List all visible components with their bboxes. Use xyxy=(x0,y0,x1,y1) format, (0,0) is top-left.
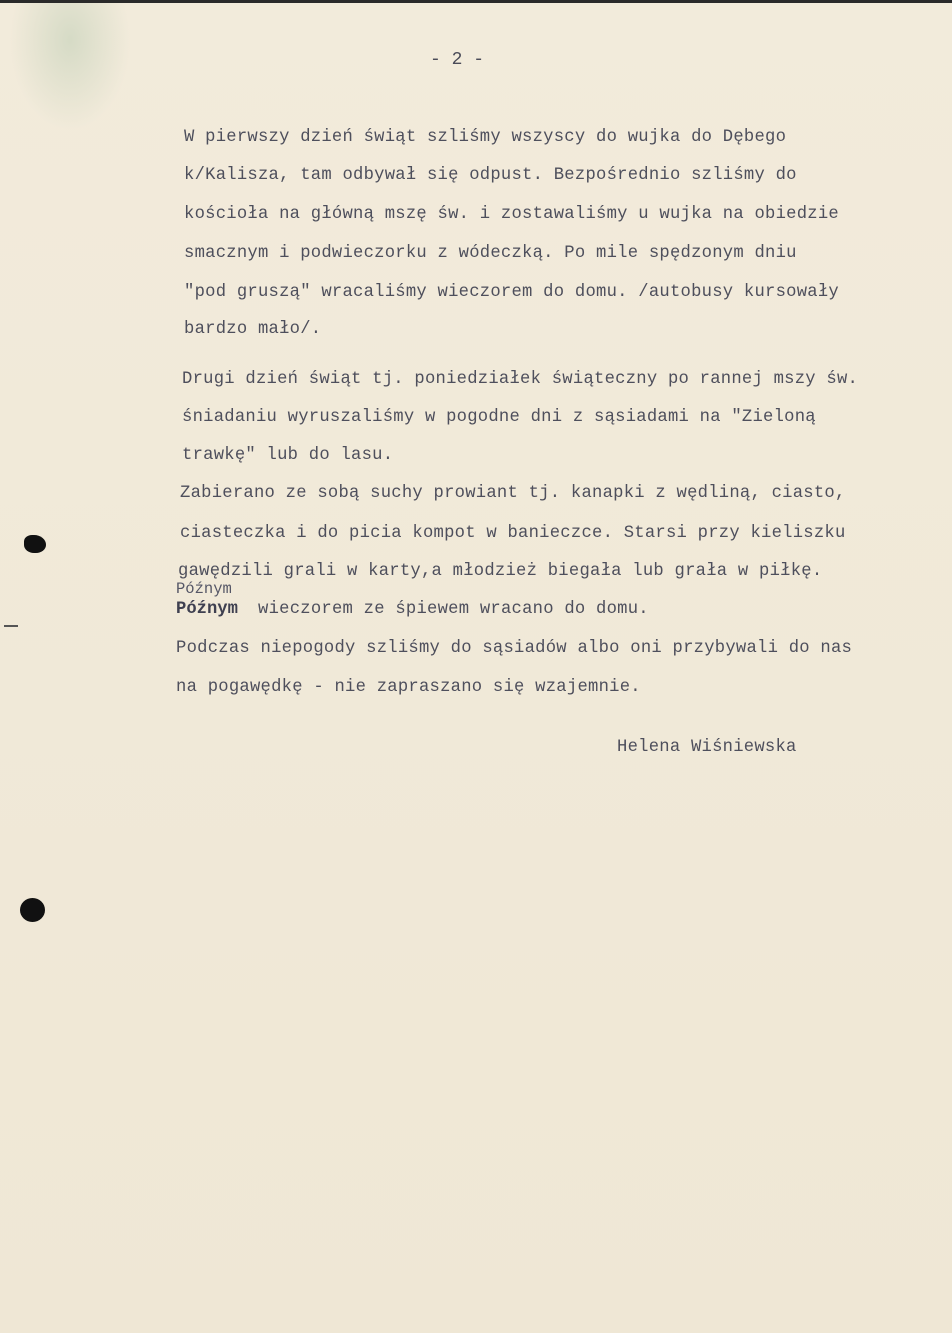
text-line: ciasteczka i do picia kompot w banieczce. Starsi przy kieliszku xyxy=(180,524,846,543)
punch-hole xyxy=(24,535,46,553)
inserted-correction: Późnym xyxy=(176,580,232,598)
text-line: kościoła na główną mszę św. i zostawaliśmy u wujka na obiedzie xyxy=(184,205,839,224)
text-line: Drugi dzień świąt tj. poniedziałek świąteczny po rannej mszy św. xyxy=(182,370,859,389)
top-edge xyxy=(0,0,952,3)
text-line: k/Kalisza, tam odbywał się odpust. Bezpośrednio szliśmy do xyxy=(184,166,797,185)
text-line: gawędzili grali w karty,a młodzież biegała lub grała w piłkę. xyxy=(178,562,823,581)
text-line: bardzo mało/. xyxy=(184,320,322,339)
text-line: W pierwszy dzień świąt szliśmy wszyscy do wujka do Dębego xyxy=(184,128,787,147)
text-line: wieczorem ze śpiewem wracano do domu. xyxy=(258,600,649,619)
edge-mark xyxy=(4,625,18,627)
punch-hole xyxy=(20,898,45,922)
page-number: - 2 - xyxy=(430,50,485,70)
signature: Helena Wiśniewska xyxy=(617,738,797,757)
text-line: smacznym i podwieczorku z wódeczką. Po mile spędzonym dniu xyxy=(184,244,797,263)
text-line: trawkę" lub do lasu. xyxy=(182,446,394,465)
text-line: śniadaniu wyruszaliśmy w pogodne dni z sąsiadami na "Zieloną xyxy=(182,408,816,427)
text-line: "pod gruszą" wracaliśmy wieczorem do domu. /autobusy kursowały xyxy=(184,283,839,302)
text-line: Zabierano ze sobą suchy prowiant tj. kanapki z wędliną, ciasto, xyxy=(180,484,846,503)
text-line: Podczas niepogody szliśmy do sąsiadów albo oni przybywali do nas xyxy=(176,639,853,658)
text-line: na pogawędkę - nie zapraszano się wzajemnie. xyxy=(176,678,641,697)
struck-out-word: Późnym xyxy=(176,600,238,619)
